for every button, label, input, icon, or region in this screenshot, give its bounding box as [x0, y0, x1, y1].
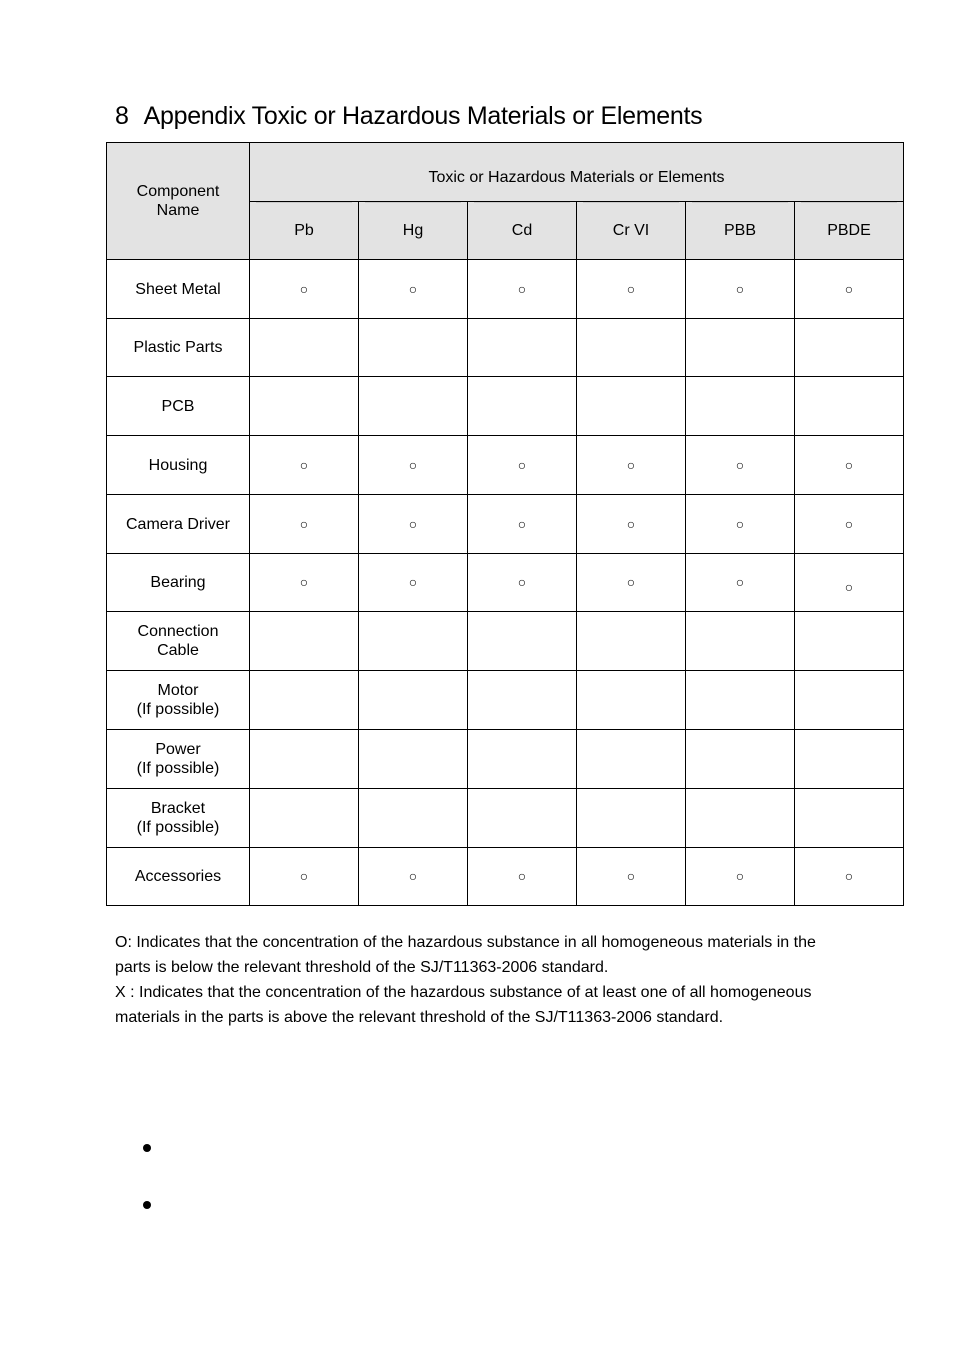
substance-cell: ○ — [795, 436, 904, 495]
page-title — [115, 102, 702, 131]
header-divider — [692, 202, 788, 203]
column-header-label: PBDE — [827, 222, 871, 239]
component-name-header: Component Name — [107, 143, 250, 260]
substance-cell: ○ — [468, 848, 577, 906]
header-divider — [256, 202, 352, 203]
substance-cell: ○ — [359, 848, 468, 906]
x-legend-note: X : Indicates that the concentration of the hazardous substance of at least one of all homogeneous materials in the parts is above the relevant threshold of the SJ/T11363-2006 standard. — [115, 984, 812, 1026]
substance-cell — [468, 671, 577, 730]
substance-cell — [359, 671, 468, 730]
o-legend-note: O: Indicates that the concentration of the hazardous substance in all homogeneous materials in the parts is below the relevant threshold of the SJ/T11363-2006 standard. — [115, 934, 816, 976]
substance-cell — [795, 789, 904, 848]
column-header-label: Pb — [294, 222, 314, 239]
table-row — [107, 260, 904, 319]
substance-cell: ○ — [359, 436, 468, 495]
substance-cell — [468, 377, 577, 436]
notes — [115, 930, 845, 1030]
header-divider — [801, 202, 897, 203]
substance-cell: ○ — [577, 848, 686, 906]
substance-cell: ○ — [795, 554, 904, 612]
substance-cell — [577, 612, 686, 671]
substance-cell: ○ — [577, 436, 686, 495]
substance-cell — [686, 730, 795, 789]
substance-cell: ○ — [359, 260, 468, 319]
substance-cell — [795, 730, 904, 789]
substance-cell — [468, 789, 577, 848]
header-divider — [365, 202, 461, 203]
substance-cell — [686, 319, 795, 377]
column-header-label: Cd — [511, 222, 533, 239]
substance-cell — [686, 671, 795, 730]
substance-cell: ○ — [686, 554, 795, 612]
substance-cell: ○ — [577, 495, 686, 554]
substance-cell: ○ — [468, 495, 577, 554]
header-divider — [583, 202, 679, 203]
component-name: Bearing — [107, 554, 250, 612]
substance-cell: ○ — [359, 554, 468, 612]
component-name: Housing — [107, 436, 250, 495]
column-header — [577, 202, 686, 260]
table-row — [107, 554, 904, 612]
substance-cell — [250, 612, 359, 671]
component-name: Sheet Metal — [107, 260, 250, 319]
column-header-label: Cr VI — [612, 222, 650, 239]
substance-cell — [250, 671, 359, 730]
component-name: Power (If possible) — [107, 730, 250, 789]
substance-cell — [359, 789, 468, 848]
table-row — [107, 671, 904, 730]
substance-cell — [468, 612, 577, 671]
substance-cell — [577, 789, 686, 848]
substance-cell — [795, 319, 904, 377]
substance-cell — [686, 377, 795, 436]
substance-cell — [250, 377, 359, 436]
substance-cell: ○ — [795, 495, 904, 554]
substance-cell: ○ — [250, 848, 359, 906]
substance-cell — [359, 377, 468, 436]
component-name: Plastic Parts — [107, 319, 250, 377]
table-row — [107, 612, 904, 671]
table-row — [107, 377, 904, 436]
substance-cell: ○ — [686, 495, 795, 554]
substance-cell — [795, 671, 904, 730]
materials-group-header: Toxic or Hazardous Materials or Elements — [250, 143, 904, 202]
table-row — [107, 436, 904, 495]
substance-cell — [686, 612, 795, 671]
substance-cell — [577, 377, 686, 436]
substance-cell: ○ — [250, 260, 359, 319]
substance-cell — [577, 671, 686, 730]
substance-cell: ○ — [250, 436, 359, 495]
substance-cell: ○ — [686, 436, 795, 495]
substance-cell — [795, 612, 904, 671]
column-header — [359, 202, 468, 260]
substance-cell: ○ — [359, 495, 468, 554]
substance-cell — [250, 789, 359, 848]
table-row — [107, 495, 904, 554]
table-row — [107, 319, 904, 377]
section-title: Appendix Toxic or Hazardous Materials or Elements — [143, 102, 703, 130]
substance-cell — [686, 789, 795, 848]
table-row — [107, 730, 904, 789]
substance-cell — [468, 730, 577, 789]
substance-cell — [250, 730, 359, 789]
substance-cell: ○ — [468, 436, 577, 495]
substance-cell — [577, 730, 686, 789]
column-header — [795, 202, 904, 260]
substance-cell: ○ — [577, 554, 686, 612]
column-header — [468, 202, 577, 260]
substance-cell — [577, 319, 686, 377]
component-name: Camera Driver — [107, 495, 250, 554]
column-header — [686, 202, 795, 260]
substance-cell: ○ — [250, 495, 359, 554]
substance-cell — [359, 319, 468, 377]
component-name: Connection Cable — [107, 612, 250, 671]
substance-cell: ○ — [795, 848, 904, 906]
substance-cell: ○ — [795, 260, 904, 319]
substance-cell — [250, 319, 359, 377]
substance-cell: ○ — [577, 260, 686, 319]
component-name: PCB — [107, 377, 250, 436]
substance-cell — [359, 730, 468, 789]
substance-cell: ○ — [468, 260, 577, 319]
component-name: Motor (If possible) — [107, 671, 250, 730]
substance-cell — [359, 612, 468, 671]
substance-cell: ○ — [686, 260, 795, 319]
header-divider — [474, 202, 570, 203]
hazardous-materials-table — [106, 142, 904, 906]
bullet-point — [143, 1201, 151, 1209]
column-header-label: Hg — [402, 222, 424, 239]
substance-cell — [468, 319, 577, 377]
section-number: 8 — [115, 102, 129, 130]
component-name: Bracket (If possible) — [107, 789, 250, 848]
table-row — [107, 789, 904, 848]
substance-cell: ○ — [250, 554, 359, 612]
substance-cell: ○ — [686, 848, 795, 906]
substance-cell — [795, 377, 904, 436]
substance-cell: ○ — [468, 554, 577, 612]
component-name: Accessories — [107, 848, 250, 906]
table-row — [107, 848, 904, 906]
column-header-label: PBB — [723, 222, 756, 239]
column-header — [250, 202, 359, 260]
bullet-point — [143, 1144, 151, 1152]
